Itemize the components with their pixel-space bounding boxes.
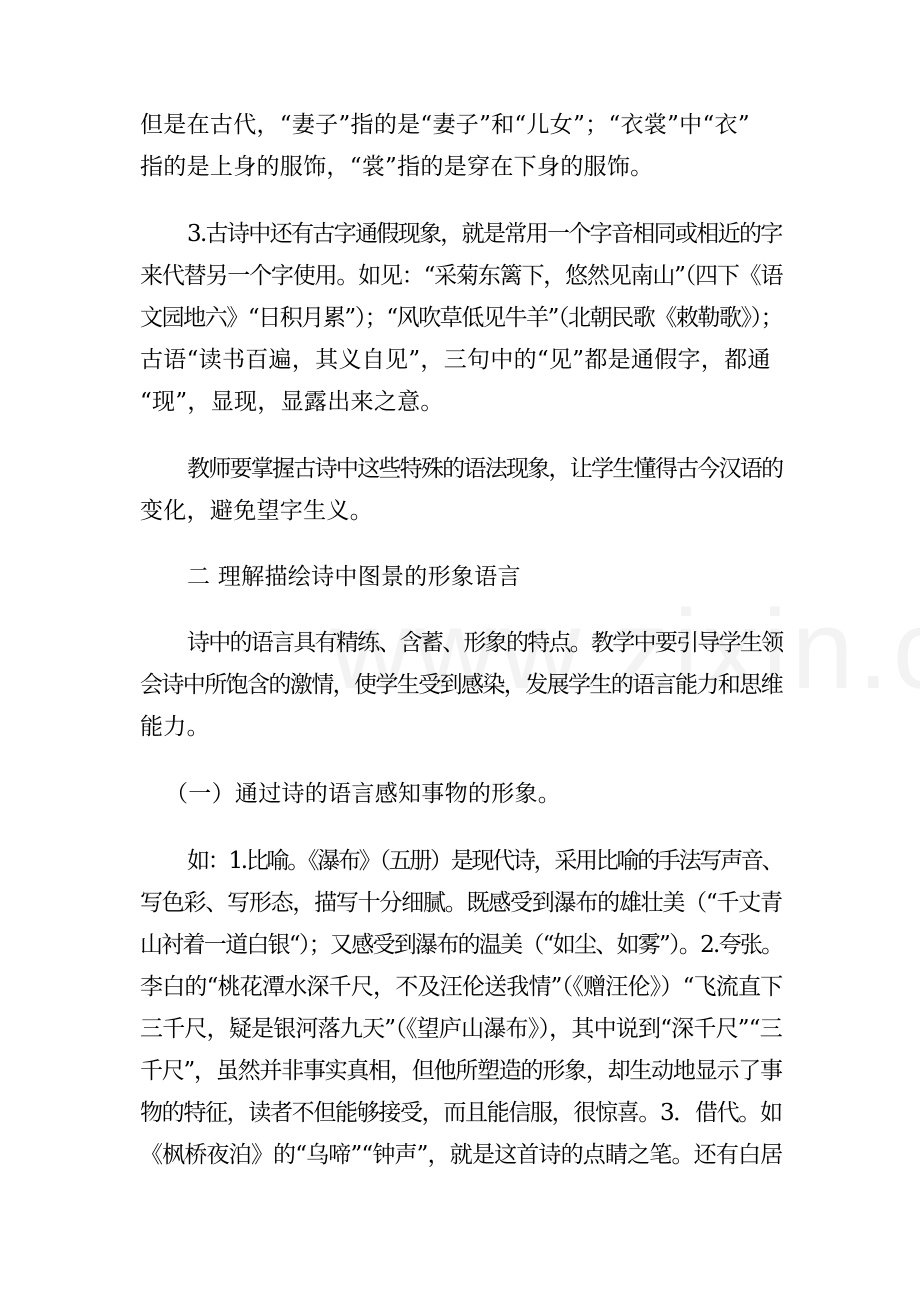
paragraph-line: 山衬着一道白银“）；又感受到瀑布的温美（“如尘、如雾”）。2.夸张。	[140, 932, 783, 958]
paragraph-line: “现”，显现，显露出来之意。	[140, 389, 444, 415]
paragraph-line: 指的是上身的服饰，“裳”指的是穿在下身的服饰。	[140, 154, 654, 180]
paragraph-line: 会诗中所饱含的激情，使学生受到感染，发展学生的语言能力和思维	[140, 672, 783, 698]
section-heading: 二 理解描绘诗中图景的形象语言	[187, 564, 521, 590]
paragraph-line: 来代替另一个字使用。如见：“采菊东篱下，悠然见南山”（四下《语	[140, 263, 783, 289]
paragraph-line: 写色彩、写形态，描写十分细腻。既感受到瀑布的雄壮美（“千丈青	[140, 890, 782, 916]
paragraph-line: 能力。	[140, 714, 210, 740]
paragraph-line: 教师要掌握古诗中这些特殊的语法现象，让学生懂得古今汉语的	[187, 456, 783, 482]
paragraph-line: 《枫桥夜泊》的“乌啼”“钟声”，就是这首诗的点睛之笔。还有白居	[140, 1142, 783, 1168]
paragraph-line: 如：1.比喻。《瀑布》（五册）是现代诗，采用比喻的手法写声音、	[187, 848, 783, 874]
paragraph-line: 诗中的语言具有精练、含蓄、形象的特点。教学中要引导学生领	[187, 630, 783, 656]
paragraph-line: 但是在古代，“妻子”指的是“妻子”和“儿女”；“衣裳”中“衣”	[140, 112, 750, 138]
paragraph-line: 千尺”，虽然并非事实真相，但他所塑造的形象，却生动地显示了事	[140, 1058, 782, 1084]
subsection-heading: （一）通过诗的语言感知事物的形象。	[165, 781, 562, 807]
paragraph-line: 3.古诗中还有古字通假现象，就是常用一个字音相同或相近的字	[187, 221, 782, 247]
paragraph-line: 三千尺，疑是银河落九天”（《望庐山瀑布》），其中说到“深千尺”“三	[140, 1016, 782, 1042]
paragraph-line: 李白的“桃花潭水深千尺，不及汪伦送我情”（《赠汪伦》）“飞流直下	[140, 974, 783, 1000]
paragraph-line: 文园地六》“日积月累”）；“风吹草低见牛羊”（北朝民歌《敕勒歌》）；	[140, 305, 783, 331]
paragraph-line: 古语“读书百遍，其义自见”，三句中的“见”都是通假字，都通	[140, 347, 771, 373]
paragraph-line: 物的特征，读者不但能够接受，而且能信服，很惊喜。3．借代。如	[140, 1100, 782, 1126]
paragraph-line: 变化，避免望字生义。	[140, 498, 373, 524]
